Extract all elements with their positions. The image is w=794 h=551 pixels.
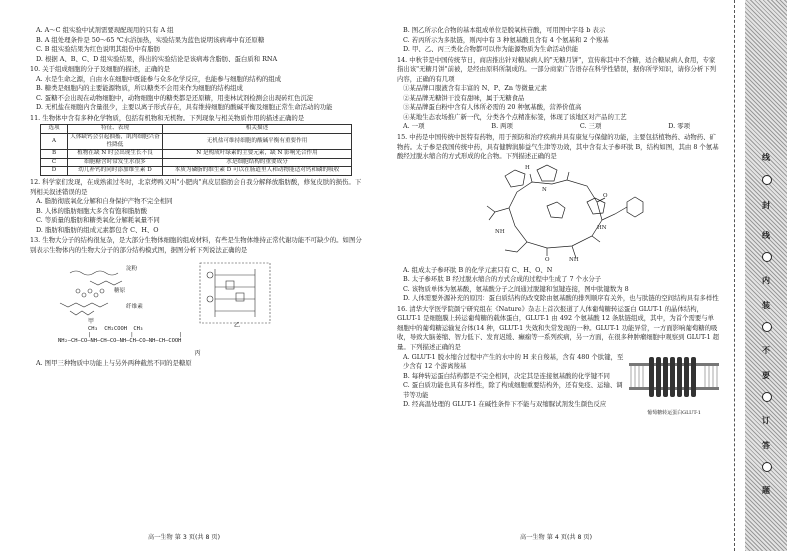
q14-option-d: D. 零项 bbox=[668, 122, 690, 131]
q13-option-b: B. 图乙所示化合物的基本组成单位是脱氧核苷酸，可用图中字母 b 表示 bbox=[403, 26, 606, 34]
table-cell: D bbox=[41, 167, 68, 176]
seal-char: 装 bbox=[762, 300, 770, 310]
q16-option-a: A. GLUT-1 脱水缩合过程中产生的水中的 H 来自羧基，含有 480 个肽键，至少含有 12 个游离羧基 bbox=[403, 352, 624, 371]
q16-stem: 16. 清华大学医学院颜宁研究组在《Nature》杂志上首次报道了人体葡萄糖转运蛋白 GLUT-1 的晶体结构，GLUT-1 是细胞膜上转运葡萄糖的载体蛋白，GLUT-1 由 492 个氨基酸 12 条肽链组成，其中，为首个需要与单细胞中的葡萄糖运输复合体(14 种，GLUT-1 失效和失常发现的一种。GLUT-1 功能异常，一方面影响葡萄糖的吸收，导致大脑萎缩、智力低下、发育迟缓、癫痫等一系列疾病，另一方面，在很多种肿瘤细胞中观察到 GLUT-1 超量。下列描述正确的是 bbox=[397, 304, 720, 352]
seal-char: 订 bbox=[762, 415, 770, 425]
q14-option-b: B. 两项 bbox=[491, 122, 513, 131]
seal-text-column bbox=[745, 0, 787, 551]
table-row bbox=[41, 150, 352, 159]
footer-page-4: 高一生物 第 4 页(共 8 页) bbox=[520, 534, 593, 541]
right-page bbox=[397, 26, 720, 417]
q11-header-desc: 相关描述 bbox=[163, 125, 352, 134]
q13-option-c: C. 若丙所示为多肽链，则丙中有 3 种氨基酸且含有 4 个氨基和 2 个羧基 bbox=[403, 35, 609, 44]
seal-char: 要 bbox=[762, 370, 770, 380]
q13-stem: 13. 生物大分子的结构很复杂，是大部分生物体细胞的组成材料，有些是生物体维持正常代谢功能不可缺少的。如图分别表示生物体内的生物大分子的部分结构模式图，据图分析下列说法正确的是 bbox=[30, 236, 362, 254]
seal-dashed-line bbox=[734, 0, 735, 551]
q14-item-1: ①某品牌口服液含有丰富的 N、P、Zn 等微量元素 bbox=[403, 84, 547, 93]
seal-char: 线 bbox=[762, 152, 770, 162]
q14-option-c: C. 三项 bbox=[579, 122, 602, 131]
label-yi: 乙 bbox=[234, 322, 241, 330]
q12-option-d: D. 脂肪和脂肪的组成元素都包含 C、H、O bbox=[36, 225, 159, 234]
q11-stem: 11. 生物体中含有多种化学物质，包括有机物和无机物。下列现象与相关物质作用的描述正确的是 bbox=[30, 113, 305, 122]
seal-char: 题 bbox=[762, 485, 770, 495]
seal-char: 线 bbox=[762, 230, 770, 240]
seal-circle bbox=[762, 392, 772, 402]
q13-option-a: A. 图甲三种物质中功能上与另外两种截然不同的是糖原 bbox=[36, 358, 192, 367]
q16-option-c: C. 蛋白质功能也具有多样性，除了构成细胞重要结构外，还有免疫、运输、调节等功能 bbox=[403, 381, 623, 399]
seal-char: 封 bbox=[762, 200, 770, 210]
q12-option-a: A. 脂肪彻底氧化分解和自身保护产物不完全相同 bbox=[36, 197, 173, 206]
q14-option-a: A. 一项 bbox=[403, 122, 425, 131]
peptide-chain-top: CH₃ CH₂COOH CH₃ bbox=[88, 326, 144, 333]
q9-option-b: B. A 组处理条件是 50～65 ℃水浴加热，实验结果为蓝色说明该病毒中有还原糖 bbox=[36, 35, 265, 44]
q12-stem: 12. 科学家们发现，在成熟雀过冬时，北京烤鸭又叫"小肥肉"真皮层脂肪会自我分解释放脂肪酸，修复皮肤的损伤。下列相关叙述错误的是 bbox=[30, 178, 362, 196]
label-cellulose: 纤维素 bbox=[126, 304, 143, 311]
table-cell: A bbox=[41, 134, 68, 150]
table-cell: 植物在缺 N 时会出现生长不良 bbox=[68, 150, 163, 159]
atom-label-h: H bbox=[525, 164, 530, 171]
q10-stem: 10. 关于组成细胞的分子及细胞的描述，正确的是 bbox=[30, 65, 171, 74]
atom-label-nh: NH bbox=[495, 228, 505, 235]
q15-stem: 15. 中药是中国传统中医特有药物，用于预防和治疗疾病并具有康复与保健的功能，主要包括植物药、动物药、矿物药。太子参是我国传统中药，具有健脾润肺益气生津等功效，其中含有太子参环肽 B，结构如图，其由 8 个氨基酸经过脱水缩合的方式形成的化合物。下列描述正确的是 bbox=[397, 133, 719, 161]
q11-table bbox=[40, 124, 352, 176]
q9-option-a: A. A～C 组实验中试剂需要现配现用的只有 A 组 bbox=[36, 26, 174, 34]
table-row bbox=[41, 134, 352, 150]
table-cell: 人体缺钙会引起抽搐，肌肉细胞兴奋性降低 bbox=[68, 134, 163, 150]
table-cell: 无机盐可维持细胞的酸碱平衡有重要作用 bbox=[163, 134, 352, 150]
left-page bbox=[30, 26, 365, 369]
q15-option-b: B. 太子参环肽 B 经过脱水缩合的方式合成的过程中生成了 7 个水分子 bbox=[403, 275, 602, 284]
seal-circle bbox=[762, 175, 772, 185]
table-cell: N 是构成叶绿素的主要元素，缺 N 影响光合作用 bbox=[163, 150, 352, 159]
table-row bbox=[41, 158, 352, 167]
q14-options bbox=[397, 122, 720, 132]
q16-option-b: B. 每种转运蛋白结构都是不完全相同，决定其是连接氨基酸的化学键不同 bbox=[403, 371, 610, 380]
molecule-diagram bbox=[30, 255, 365, 351]
atom-label-o: O bbox=[603, 192, 608, 199]
q13-option-d: D. 甲、乙、丙三类化合物都可以作为能源物质为生命活动供能 bbox=[403, 45, 579, 54]
table-cell: 幼儿补钙的同时添加维生素 D bbox=[68, 167, 163, 176]
table-cell: 水是细胞结构的重要成分 bbox=[163, 158, 352, 167]
seal-char: 答 bbox=[762, 440, 770, 450]
q14-stem: 14. 中秋节是中国传统节日，商店推出针对糖尿病人的"无糖月饼"，宣传称其中不含糖，适合糖尿病人食用，专家指出该"无糖月饼"前被，是经由原料所制成的。一部分商家广告语存在科学性错误，据你所学知识，请你分析下列内容，正确的有几项 bbox=[397, 55, 717, 83]
table-cell: 本质为磷脂的维生素 D 可以在肠道里人和动物能适对钙和磷的吸收 bbox=[163, 167, 352, 176]
label-bing: 丙 bbox=[194, 350, 201, 358]
table-cell: B bbox=[41, 150, 68, 159]
atom-label-o2: O bbox=[545, 256, 550, 263]
q14-item-2: ②某品牌无糖饼干没有甜味，属于无糖食品 bbox=[403, 93, 525, 102]
q10-option-c: C. 蛋糖不会出现在动物细胞中，动物细胞中的糖类都是还原糖，用斐林试剂检测会出现砖红色沉淀 bbox=[36, 93, 314, 102]
glut1-caption: 葡萄糖转运蛋白GLUT-1 bbox=[647, 410, 701, 417]
seal-circle bbox=[762, 462, 772, 472]
cyclic-peptide-figure bbox=[397, 162, 720, 266]
q12-option-c: C. 等质量的脂肪和糖类氧化分解耗氧量不同 bbox=[36, 216, 160, 225]
table-row bbox=[41, 167, 352, 176]
peptide-chain-bottom: NH₂—CH—CO—NH—CH—CO—NH—CH—CO—NH—CH—COOH bbox=[58, 338, 182, 345]
q15-option-a: A. 组成太子参环肽 B 的化学元素只有 C、H、O、N bbox=[403, 265, 553, 274]
atom-label-nh2: NH bbox=[569, 256, 579, 263]
table-cell: 细胞糖含时常发生水很多 bbox=[68, 158, 163, 167]
q16-option-d: D. 经高温处理的 GLUT-1 在碱性条件下不能与双缩脲试剂发生颜色反应 bbox=[403, 400, 607, 409]
q10-option-a: A. 水是生命之源，自由水在细胞中既能参与众多化学反应，也能参与细胞的结构的组成 bbox=[36, 74, 282, 83]
label-starch: 淀粉 bbox=[126, 266, 138, 273]
atom-label-n: N bbox=[542, 186, 547, 193]
glut1-figure bbox=[629, 349, 719, 417]
seal-char: 内 bbox=[762, 275, 770, 285]
binding-seal-line bbox=[727, 0, 743, 551]
q10-option-d: D. 无机盐在细胞内含量很少，主要以离子形式存在，具有维持细胞的酸碱平衡及细胞正常生命活动的功能 bbox=[36, 103, 333, 112]
label-glycogen: 糖原 bbox=[114, 288, 126, 295]
label-jia: 甲 bbox=[88, 318, 95, 326]
peptide-chain-mid: | | | bbox=[88, 332, 183, 339]
cyclic-peptide-structure bbox=[397, 162, 720, 266]
q11-header-feature: 特征、表现 bbox=[68, 125, 163, 134]
table-cell: C bbox=[41, 158, 68, 167]
q10-option-b: B. 糖类是细胞内的主要能源物质，所以糖类不会用来作为细胞的结构组成 bbox=[36, 84, 243, 93]
seal-char: 不 bbox=[762, 345, 770, 355]
q9-option-d: D. 根据 A、B、C、D 组实验结果，得出的实验结论是该病毒含脂肪、蛋白质和 RNA bbox=[36, 54, 278, 63]
seal-circle bbox=[762, 322, 772, 332]
q12-option-b: B. 人体的脂肪细胞大多含有饱和脂肪酸 bbox=[36, 206, 148, 215]
q15-option-c: C. 该物质单体为氨基酸，氨基酸分子之间通过脱键和氢键连接，图中肽键数为 8 bbox=[403, 284, 629, 293]
q11-header-option: 选项 bbox=[41, 125, 68, 134]
q9-option-c: C. B 组实验结果为红色说明其组份中有脂肪 bbox=[36, 45, 161, 54]
q15-option-d: D. 人体需要外源补充的原因：蛋白质结构的改变除由氨基酸的排列顺序有关外，也与肽链的空间结构具有多样性 bbox=[403, 294, 719, 303]
membrane-protein-diagram bbox=[629, 349, 719, 407]
footer-page-3: 高一生物 第 3 页(共 8 页) bbox=[148, 534, 221, 541]
q13-figure bbox=[30, 255, 365, 351]
atom-label-hn: HN bbox=[597, 224, 607, 231]
q14-item-4: ④某地生态农场推广新一代，分类各个点精准标签，体现了该地区对产品的工艺 bbox=[403, 112, 627, 121]
seal-circle bbox=[762, 252, 772, 262]
q14-item-3: ③某品牌蛋白粉中含有人体所必需的 20 种氨基酸，营养价值高 bbox=[403, 103, 582, 112]
